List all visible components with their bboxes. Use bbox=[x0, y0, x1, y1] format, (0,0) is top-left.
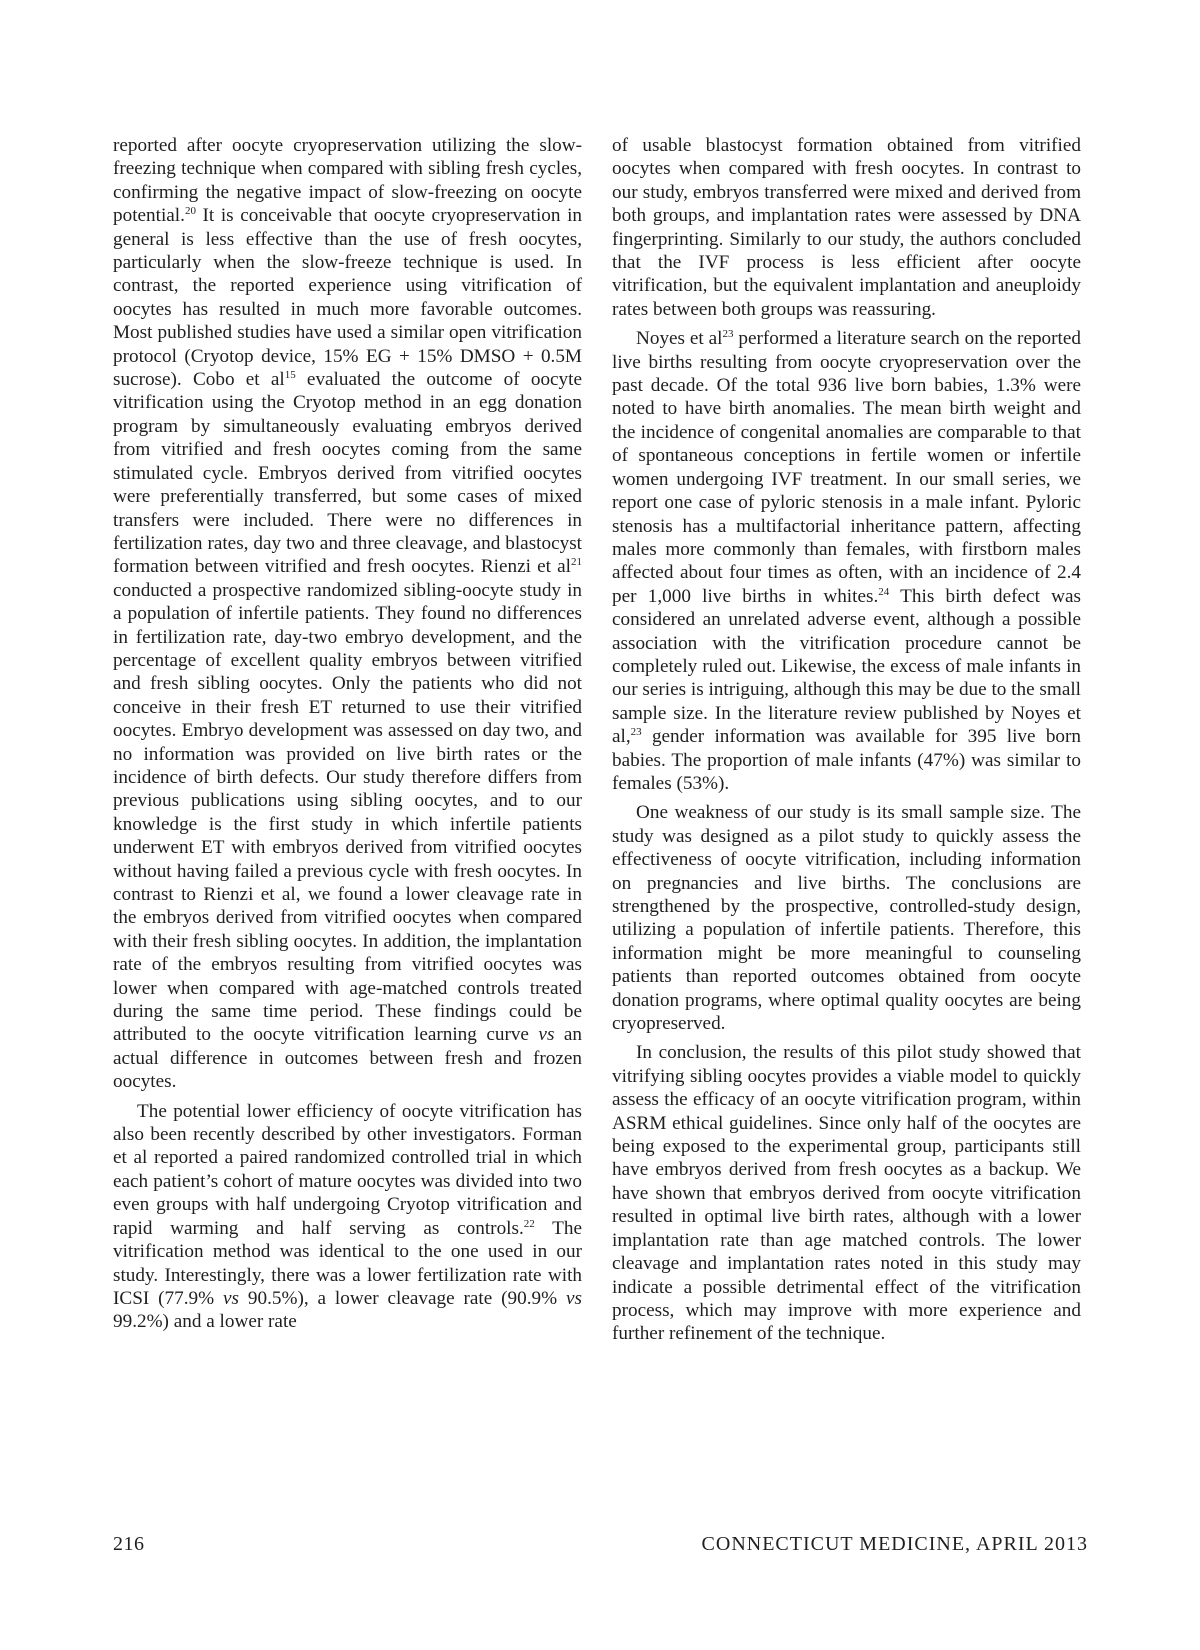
body-paragraph: of usable blastocyst formation obtained from vitrified oocytes when compared with fresh oocytes. In contrast to our study, embryos transferred were mixed and derived from both groups, and implantation rates were assessed by DNA fingerprinting. Similarly to our study, the authors concluded that the IVF process is less efficient after oocyte vitrification, but the equivalent implantation and aneuploidy rates between both groups was reassuring. bbox=[612, 135, 1081, 320]
citation-ref: 22 bbox=[523, 1217, 535, 1230]
right-text-column bbox=[612, 134, 1081, 1346]
citation-ref: 20 bbox=[184, 205, 196, 218]
citation-ref: 15 bbox=[284, 369, 296, 382]
body-paragraph: One weakness of our study is its small sample size. The study was designed as a pilot study to quickly assess the effectiveness of oocyte vitrification, including information on pregnancies and live births. The conclusions are strengthened by the prospective, controlled-study design, utilizing a population of infertile patients. Therefore, this information might be more meaningful to counseling patients than reported outcomes obtained from oocyte donation programs, where optimal quality oocytes are being cryopreserved. bbox=[612, 802, 1081, 1035]
left-text-column bbox=[113, 134, 582, 1334]
citation-ref: 23 bbox=[630, 726, 642, 739]
citation-ref: 23 bbox=[722, 328, 734, 341]
body-paragraph: The potential lower efficiency of oocyte vitrification has also been recently described by other investigators. Forman et al reported a paired randomized controlled trial in which each patient’s cohort of mature oocytes was divided into two even groups with half undergoing Cryotop vitrification and rapid warming and half serving as controls.$^{22}$ The vitrification method was identical to the one used in our study. Interestingly, there was a lower fertilization rate with ICSI (77.9% vs 90.5%), a lower cleavage rate (90.9% vs 99.2%) and a lower rate bbox=[113, 1100, 583, 1333]
body-paragraph: In conclusion, the results of this pilot study showed that vitrifying sibling oocytes provides a viable model to quickly assess the efficacy of an oocyte vitrification program, within ASRM ethical guidelines. Since only half of the oocytes are being exposed to the experimental group, participants still have embryos derived from fresh oocytes as a backup. We have shown that embryos derived from oocyte vitrification resulted in optimal live birth rates, although with a lower implantation rate than age matched controls. The lower cleavage and implantation rates noted in this study may indicate a possible detrimental effect of the vitrification process, which may improve with more experience and further refinement of the technique. bbox=[612, 1042, 1081, 1345]
page-number: 216 bbox=[113, 1533, 145, 1555]
citation-ref: 21 bbox=[571, 556, 582, 569]
body-paragraph: reported after oocyte cryopreservation utilizing the slow-freezing technique when compared with sibling fresh cycles, confirming the negative impact of slow-freezing on oocyte potential.$^{20}$ It is conceivable that oocyte cryopreservation in general is less effective than the use of fresh oocytes, particularly when the slow-freeze technique is used. In contrast, the reported experience using vitrification of oocytes has resulted in much more favorable outcomes. Most published studies have used a similar open vitrification protocol (Cryotop device, 15% EG + 15% DMSO + 0.5M sucrose). Cobo et $al^{15}$ evaluated the outcome of oocyte vitrification using the Cryotop method in an egg donation program by simultaneously evaluating embryos derived from vitrified and fresh oocytes coming from the same stimulated cycle. Embryos derived from vitrified oocytes were preferentially transferred, but some cases of mixed transfers were included. There were no differences in fertilization rates, day two and three cleavage, and blastocyst formation between vitrified and fresh oocytes. Rienzi et $al^{21}$ conducted a prospective randomized sibling-oocyte study in a population of infertile patients. They found no differences in fertilization rate, day-two embryo development, and the percentage of excellent quality embryos between vitrified and fresh sibling oocytes. Only the patients who did not conceive in their fresh ET returned to use their vitrified oocytes. Embryo development was assessed on day two, and no information was provided on live birth rates or the incidence of birth defects. Our study therefore differs from previous publications using sibling oocytes, and to our knowledge is the first study in which infertile patients underwent ET with embryos derived from vitrified oocytes without having failed a previous cycle with fresh oocytes. In contrast to Rienzi et al, we found a lower cleavage rate in the embryos derived from vitrified oocytes when compared with their fresh sibling oocytes. In addition, the implantation rate of the embryos resulting from vitrified oocytes was lower when compared with age-matched controls treated during the same time period. These findings could be attributed to the oocyte vitrification learning curve vs an actual difference in outcomes between fresh and frozen oocytes. bbox=[113, 135, 582, 1093]
journal-footer: CONNECTICUT MEDICINE, APRIL 2013 bbox=[701, 1533, 1088, 1555]
body-paragraph: Noyes et $al^{23}$ performed a literature search on the reported live births resulting from oocyte cryopreservation over the past decade. Of the total 936 live born babies, 1.3% were noted to have birth anomalies. The mean birth weight and the incidence of congenital anomalies are comparable to that of spontaneous conceptions in fertile women or infertile women undergoing IVF treatment. In our small series, we report one case of pyloric stenosis in a male infant. Pyloric stenosis has a multifactorial inheritance pattern, affecting males more commonly than females, with firstborn males affected about four times as often, with an incidence of 2.4 per 1,000 live births in whites.$^{24}$ This birth defect was considered an unrelated adverse event, although a possible association with the vitrification procedure cannot be completely ruled out. Likewise, the excess of male infants in our series is intriguing, although this may be due to the small sample size. In the literature review published by Noyes et al,$^{23}$ gender information was available for 395 live born babies. The proportion of male infants (47%) was similar to females (53%). bbox=[612, 328, 1082, 794]
citation-ref: 24 bbox=[878, 585, 890, 598]
